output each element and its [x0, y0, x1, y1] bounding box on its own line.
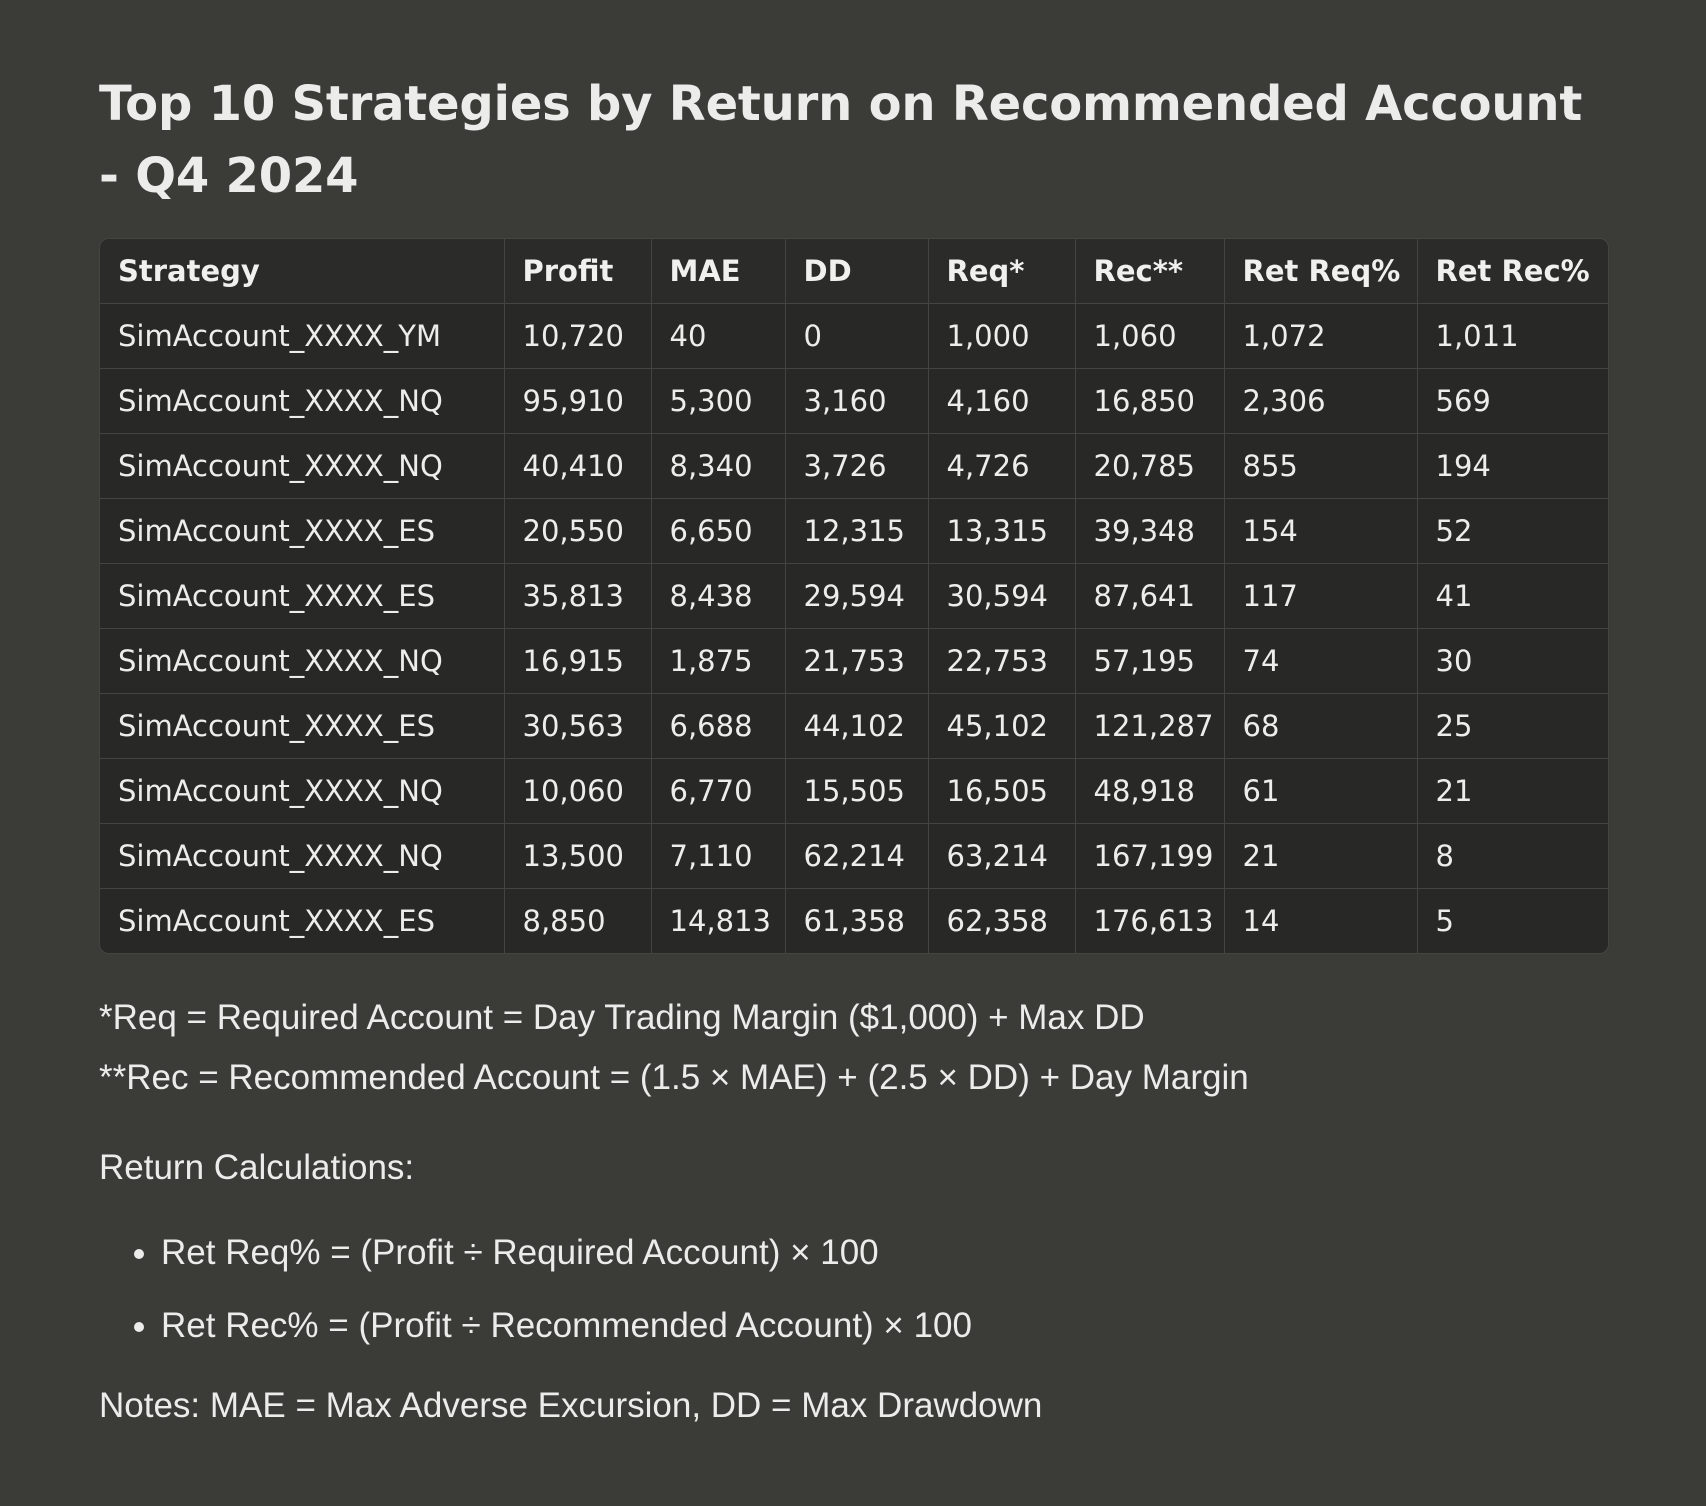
cell-ret-rec: 569	[1417, 369, 1608, 434]
cell-ret-req: 21	[1224, 824, 1417, 889]
cell-ret-rec: 21	[1417, 759, 1608, 824]
header-rec: Rec**	[1075, 239, 1224, 304]
cell-req: 45,102	[928, 694, 1075, 759]
cell-profit: 16,915	[504, 629, 651, 694]
cell-strategy: SimAccount_XXXX_NQ	[100, 629, 504, 694]
cell-mae: 8,340	[651, 434, 785, 499]
cell-ret-req: 2,306	[1224, 369, 1417, 434]
list-item: • Ret Rec% = (Profit ÷ Recommended Account) × 100	[161, 1289, 1609, 1362]
table-row	[100, 629, 1608, 694]
table-row	[100, 499, 1608, 564]
cell-rec: 20,785	[1075, 434, 1224, 499]
cell-rec: 48,918	[1075, 759, 1224, 824]
cell-ret-req: 855	[1224, 434, 1417, 499]
cell-ret-rec: 30	[1417, 629, 1608, 694]
cell-strategy: SimAccount_XXXX_ES	[100, 889, 504, 954]
cell-dd: 3,726	[785, 434, 928, 499]
header-ret-rec: Ret Rec%	[1417, 239, 1608, 304]
table-row	[100, 369, 1608, 434]
cell-dd: 61,358	[785, 889, 928, 954]
cell-mae: 6,770	[651, 759, 785, 824]
header-strategy: Strategy	[100, 239, 504, 304]
cell-rec: 176,613	[1075, 889, 1224, 954]
cell-ret-rec: 194	[1417, 434, 1608, 499]
header-ret-req: Ret Req%	[1224, 239, 1417, 304]
cell-strategy: SimAccount_XXXX_ES	[100, 564, 504, 629]
table-body	[100, 304, 1608, 954]
cell-profit: 8,850	[504, 889, 651, 954]
cell-rec: 167,199	[1075, 824, 1224, 889]
cell-profit: 20,550	[504, 499, 651, 564]
cell-mae: 1,875	[651, 629, 785, 694]
cell-profit: 40,410	[504, 434, 651, 499]
table-row	[100, 304, 1608, 369]
cell-mae: 8,438	[651, 564, 785, 629]
cell-req: 13,315	[928, 499, 1075, 564]
cell-dd: 44,102	[785, 694, 928, 759]
cell-strategy: SimAccount_XXXX_NQ	[100, 434, 504, 499]
cell-mae: 40	[651, 304, 785, 369]
cell-ret-req: 68	[1224, 694, 1417, 759]
cell-dd: 3,160	[785, 369, 928, 434]
cell-profit: 13,500	[504, 824, 651, 889]
cell-strategy: SimAccount_XXXX_ES	[100, 694, 504, 759]
table-row	[100, 824, 1608, 889]
notes-line: Notes: MAE = Max Adverse Excursion, DD = Max Drawdown	[99, 1386, 1043, 1425]
cell-ret-rec: 41	[1417, 564, 1608, 629]
table-row	[100, 434, 1608, 499]
cell-ret-rec: 52	[1417, 499, 1608, 564]
cell-ret-req: 61	[1224, 759, 1417, 824]
cell-strategy: SimAccount_XXXX_YM	[100, 304, 504, 369]
return-calc-list	[99, 1216, 1609, 1362]
cell-dd: 12,315	[785, 499, 928, 564]
cell-rec: 39,348	[1075, 499, 1224, 564]
cell-dd: 29,594	[785, 564, 928, 629]
cell-mae: 14,813	[651, 889, 785, 954]
cell-rec: 16,850	[1075, 369, 1224, 434]
cell-rec: 87,641	[1075, 564, 1224, 629]
cell-ret-req: 14	[1224, 889, 1417, 954]
cell-req: 16,505	[928, 759, 1075, 824]
cell-ret-rec: 1,011	[1417, 304, 1608, 369]
cell-req: 1,000	[928, 304, 1075, 369]
strategies-table	[99, 238, 1609, 954]
cell-dd: 21,753	[785, 629, 928, 694]
footnote-req: *Req = Required Account = Day Trading Margin ($1,000) + Max DD	[99, 998, 1145, 1037]
header-dd: DD	[785, 239, 928, 304]
cell-ret-rec: 8	[1417, 824, 1608, 889]
cell-ret-rec: 5	[1417, 889, 1608, 954]
cell-mae: 6,688	[651, 694, 785, 759]
list-item: • Ret Req% = (Profit ÷ Required Account) × 100	[161, 1216, 1609, 1289]
header-req: Req*	[928, 239, 1075, 304]
cell-dd: 15,505	[785, 759, 928, 824]
cell-mae: 5,300	[651, 369, 785, 434]
cell-strategy: SimAccount_XXXX_ES	[100, 499, 504, 564]
footnote-rec: **Rec = Recommended Account = (1.5 × MAE) + (2.5 × DD) + Day Margin	[99, 1058, 1249, 1097]
cell-strategy: SimAccount_XXXX_NQ	[100, 824, 504, 889]
table-header-row	[100, 239, 1608, 304]
cell-ret-req: 1,072	[1224, 304, 1417, 369]
cell-strategy: SimAccount_XXXX_NQ	[100, 759, 504, 824]
header-profit: Profit	[504, 239, 651, 304]
cell-profit: 35,813	[504, 564, 651, 629]
notes-section	[99, 988, 1609, 1436]
cell-req: 30,594	[928, 564, 1075, 629]
cell-rec: 121,287	[1075, 694, 1224, 759]
cell-profit: 30,563	[504, 694, 651, 759]
cell-ret-req: 74	[1224, 629, 1417, 694]
cell-profit: 10,720	[504, 304, 651, 369]
cell-mae: 6,650	[651, 499, 785, 564]
cell-profit: 95,910	[504, 369, 651, 434]
cell-ret-req: 117	[1224, 564, 1417, 629]
cell-profit: 10,060	[504, 759, 651, 824]
cell-req: 4,726	[928, 434, 1075, 499]
cell-ret-req: 154	[1224, 499, 1417, 564]
cell-dd: 62,214	[785, 824, 928, 889]
cell-mae: 7,110	[651, 824, 785, 889]
cell-ret-rec: 25	[1417, 694, 1608, 759]
cell-rec: 1,060	[1075, 304, 1224, 369]
return-calc-heading: Return Calculations:	[99, 1148, 415, 1187]
cell-rec: 57,195	[1075, 629, 1224, 694]
document	[99, 68, 1609, 1436]
cell-req: 22,753	[928, 629, 1075, 694]
page-title: Top 10 Strategies by Return on Recommended Account - Q4 2024	[99, 76, 1583, 204]
cell-strategy: SimAccount_XXXX_NQ	[100, 369, 504, 434]
table-row	[100, 889, 1608, 954]
cell-dd: 0	[785, 304, 928, 369]
table-row	[100, 564, 1608, 629]
cell-req: 63,214	[928, 824, 1075, 889]
table-row	[100, 759, 1608, 824]
cell-req: 4,160	[928, 369, 1075, 434]
header-mae: MAE	[651, 239, 785, 304]
table-row	[100, 694, 1608, 759]
cell-req: 62,358	[928, 889, 1075, 954]
